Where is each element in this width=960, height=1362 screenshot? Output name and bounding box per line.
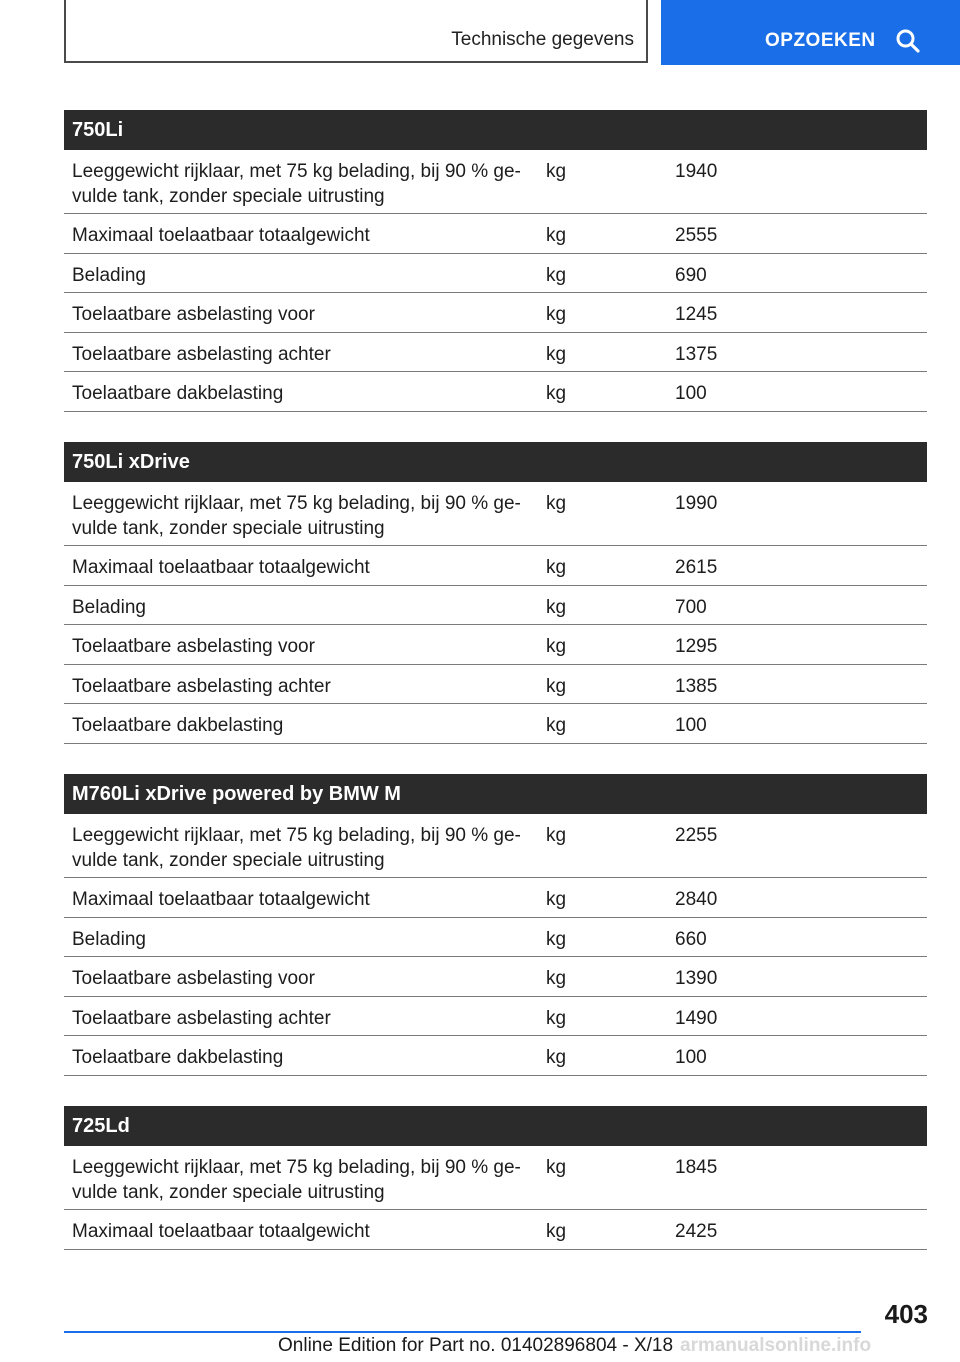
row-unit: kg (546, 1221, 567, 1242)
row-label: Leeggewicht rijklaar, met 75 kg belading, bij 90 % ge- vulde tank, zonder speciale uitrusting (72, 161, 521, 207)
table-title: 750Li xDrive (64, 442, 927, 482)
table-row (64, 293, 927, 333)
spec-table-725ld (64, 1106, 927, 1250)
spec-table-750li (64, 110, 927, 412)
search-icon (895, 28, 921, 54)
row-unit: kg (546, 825, 567, 846)
row-value: 1385 (675, 675, 718, 697)
row-value: 1375 (675, 343, 718, 365)
row-label: Toelaatbare asbelasting achter (72, 1007, 331, 1029)
table-row (64, 150, 927, 214)
table-title: 750Li (64, 110, 927, 150)
footer-divider (64, 1331, 861, 1333)
table-row (64, 878, 927, 918)
table-row (64, 704, 927, 744)
row-unit: kg (546, 596, 567, 618)
footer-edition-text: Online Edition for Part no. 01402896804 - X/18 (278, 1335, 674, 1356)
row-label: Toelaatbare asbelasting achter (72, 675, 331, 697)
row-label: Toelaatbare asbelasting voor (72, 968, 315, 990)
row-value: 1390 (675, 968, 718, 990)
row-label: Toelaatbare dakbelasting (72, 383, 284, 405)
row-value: 1245 (675, 304, 718, 326)
row-value: 2840 (675, 889, 718, 910)
row-value: 690 (675, 264, 707, 286)
row-value: 2255 (675, 825, 718, 846)
table-row (64, 957, 927, 997)
table-row (64, 482, 927, 546)
row-label: Toelaatbare asbelasting achter (72, 343, 331, 365)
row-value: 100 (675, 383, 707, 405)
row-unit: kg (546, 636, 567, 658)
row-label: Toelaatbare dakbelasting (72, 715, 284, 737)
row-unit: kg (546, 968, 567, 990)
row-label: Leeggewicht rijklaar, met 75 kg belading, bij 90 % ge- vulde tank, zonder speciale uitrusting (72, 1157, 521, 1203)
row-unit: kg (546, 928, 567, 950)
row-value: 100 (675, 715, 707, 737)
row-unit: kg (546, 225, 567, 246)
table-row (64, 586, 927, 626)
table-title: M760Li xDrive powered by BMW M (64, 774, 927, 814)
row-label: Maximaal toelaatbaar totaalgewicht (72, 557, 370, 578)
row-unit: kg (546, 675, 567, 697)
row-value: 1990 (675, 493, 718, 514)
row-unit: kg (546, 343, 567, 365)
table-row (64, 372, 927, 412)
footer-watermark: armanualsonline.info (680, 1335, 872, 1356)
row-value: 1940 (675, 161, 718, 182)
row-unit: kg (546, 493, 567, 514)
spec-table-750li-xdrive (64, 442, 927, 744)
table-row (64, 1036, 927, 1076)
row-value: 2425 (675, 1221, 718, 1242)
spec-table-m760li-xdrive (64, 774, 927, 1076)
row-label: Belading (72, 596, 146, 618)
row-label: Belading (72, 264, 146, 286)
row-unit: kg (546, 383, 567, 405)
table-row (64, 546, 927, 586)
table-row (64, 918, 927, 958)
table-row (64, 814, 927, 878)
row-unit: kg (546, 557, 567, 578)
row-value: 100 (675, 1047, 707, 1069)
table-row (64, 665, 927, 705)
row-unit: kg (546, 1007, 567, 1029)
header-section-box (64, 0, 648, 63)
row-label: Maximaal toelaatbaar totaalgewicht (72, 1221, 370, 1242)
row-value: 1845 (675, 1157, 718, 1178)
row-unit: kg (546, 715, 567, 737)
row-label: Leeggewicht rijklaar, met 75 kg belading, bij 90 % ge- vulde tank, zonder speciale uitrusting (72, 493, 521, 539)
row-label: Maximaal toelaatbaar totaalgewicht (72, 889, 370, 910)
page-number: 403 (884, 1299, 928, 1329)
table-row (64, 625, 927, 665)
row-value: 700 (675, 596, 707, 618)
row-label: Toelaatbare asbelasting voor (72, 636, 315, 658)
row-unit: kg (546, 1157, 567, 1178)
row-label: Toelaatbare dakbelasting (72, 1047, 284, 1069)
row-value: 1295 (675, 636, 718, 658)
row-unit: kg (546, 264, 567, 286)
row-label: Toelaatbare asbelasting voor (72, 304, 315, 326)
row-value: 660 (675, 928, 707, 950)
row-value: 2615 (675, 557, 718, 578)
search-button-label: OPZOEKEN (765, 30, 876, 51)
row-unit: kg (546, 161, 567, 182)
row-label: Belading (72, 928, 146, 950)
table-row (64, 214, 927, 254)
table-row (64, 333, 927, 373)
search-button[interactable] (661, 0, 960, 65)
row-label: Maximaal toelaatbaar totaalgewicht (72, 225, 370, 246)
table-title: 725Ld (64, 1106, 927, 1146)
row-unit: kg (546, 889, 567, 910)
row-unit: kg (546, 1047, 567, 1069)
table-row (64, 1146, 927, 1210)
section-title: Technische gegevens (451, 29, 634, 50)
table-row (64, 1210, 927, 1250)
row-value: 1490 (675, 1007, 718, 1029)
table-row (64, 997, 927, 1037)
row-value: 2555 (675, 225, 718, 246)
row-unit: kg (546, 304, 567, 326)
row-label: Leeggewicht rijklaar, met 75 kg belading, bij 90 % ge- vulde tank, zonder speciale uitrusting (72, 825, 521, 871)
table-row (64, 254, 927, 294)
